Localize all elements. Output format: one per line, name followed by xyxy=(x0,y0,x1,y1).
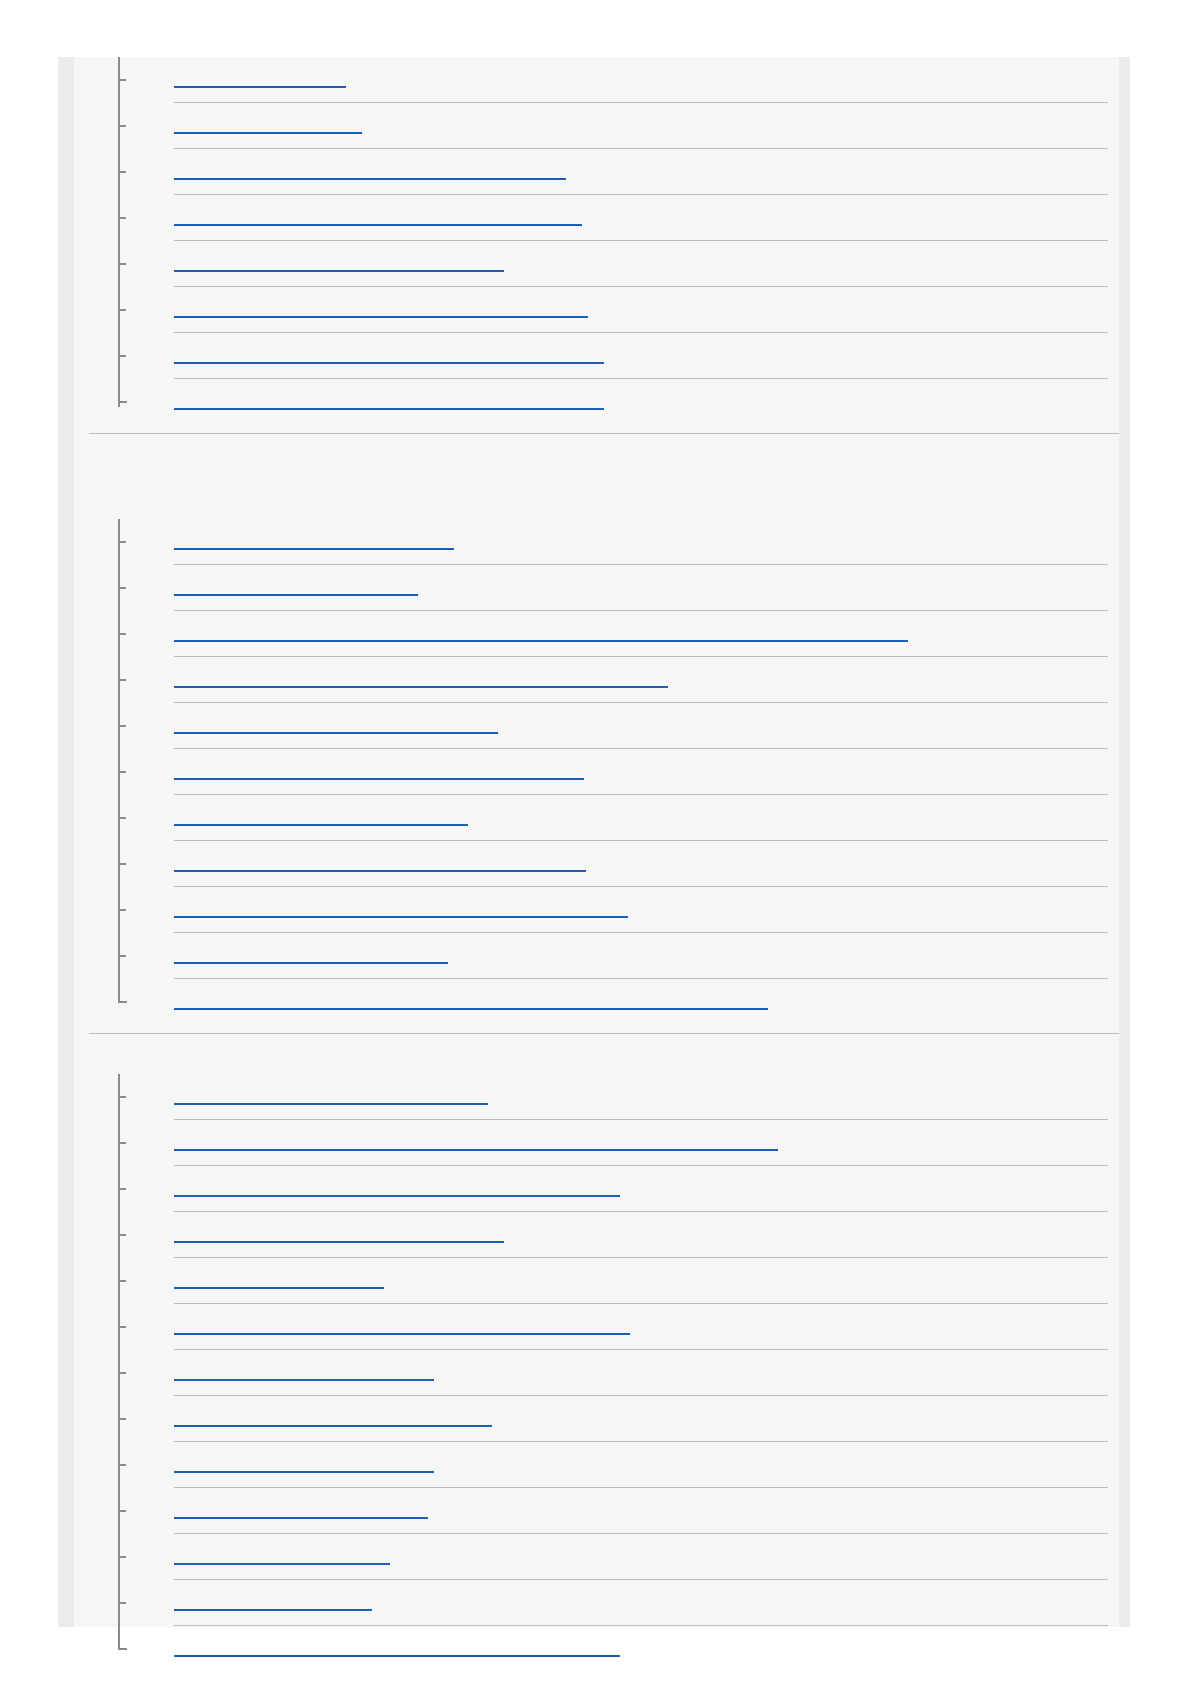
tree-branch-tick xyxy=(118,125,126,127)
toc-list-item xyxy=(118,1074,1118,1120)
toc-link[interactable] xyxy=(174,1317,630,1335)
toc-link[interactable] xyxy=(174,624,908,642)
toc-link[interactable] xyxy=(174,808,468,826)
tree-branch-tick xyxy=(118,309,126,311)
tree-branch-tick xyxy=(118,955,126,957)
toc-list-item xyxy=(118,565,1118,611)
toc-list-item xyxy=(118,1166,1118,1212)
toc-list-item xyxy=(118,57,1118,103)
toc-list-item xyxy=(118,1626,1118,1672)
section-divider xyxy=(89,1033,1119,1034)
toc-link[interactable] xyxy=(174,346,604,364)
toc-link[interactable] xyxy=(174,1593,372,1611)
tree-branch-tick xyxy=(118,1142,126,1144)
toc-link[interactable] xyxy=(174,1455,434,1473)
toc-list-item xyxy=(118,841,1118,887)
tree-branch-tick xyxy=(118,1510,126,1512)
toc-link[interactable] xyxy=(174,116,362,134)
toc-list-item xyxy=(118,1442,1118,1488)
toc-list-item xyxy=(118,1534,1118,1580)
toc-link[interactable] xyxy=(174,1639,620,1657)
tree-branch-tick xyxy=(118,679,126,681)
toc-link[interactable] xyxy=(174,1501,428,1519)
toc-link[interactable] xyxy=(174,208,582,226)
toc-link[interactable] xyxy=(174,300,588,318)
toc-list-item xyxy=(118,241,1118,287)
toc-list-item xyxy=(118,1350,1118,1396)
tree-branch-tick xyxy=(118,1372,126,1374)
tree-branch-tick xyxy=(118,1464,126,1466)
tree-connector-foot xyxy=(118,1001,127,1003)
toc-list-item xyxy=(118,1580,1118,1626)
toc-list-item xyxy=(118,1120,1118,1166)
tree-branch-tick xyxy=(118,633,126,635)
tree-branch-tick xyxy=(118,1418,126,1420)
toc-list-item xyxy=(118,519,1118,565)
toc-link[interactable] xyxy=(174,1133,778,1151)
toc-link[interactable] xyxy=(174,392,604,410)
toc-link[interactable] xyxy=(174,992,768,1010)
tree-branch-tick xyxy=(118,863,126,865)
tree-connector-foot xyxy=(118,401,127,403)
toc-link[interactable] xyxy=(174,762,584,780)
toc-list-item xyxy=(118,611,1118,657)
toc-link[interactable] xyxy=(174,1363,434,1381)
toc-link[interactable] xyxy=(174,716,498,734)
tree-branch-tick xyxy=(118,355,126,357)
toc-link[interactable] xyxy=(174,900,628,918)
toc-list-item xyxy=(118,287,1118,333)
tree-branch-tick xyxy=(118,1096,126,1098)
tree-branch-tick xyxy=(118,587,126,589)
toc-link[interactable] xyxy=(174,532,454,550)
toc-link[interactable] xyxy=(174,1271,384,1289)
tree-branch-tick xyxy=(118,171,126,173)
toc-list-item xyxy=(118,333,1118,379)
tree-branch-tick xyxy=(118,909,126,911)
toc-list-item xyxy=(118,933,1118,979)
toc-list-item xyxy=(118,657,1118,703)
tree-branch-tick xyxy=(118,1556,126,1558)
tree-branch-tick xyxy=(118,725,126,727)
toc-link[interactable] xyxy=(174,162,566,180)
toc-link[interactable] xyxy=(174,1409,492,1427)
toc-list-item xyxy=(118,1488,1118,1534)
toc-list-item xyxy=(118,749,1118,795)
tree-branch-tick xyxy=(118,817,126,819)
tree-branch-tick xyxy=(118,1280,126,1282)
toc-list-item xyxy=(118,887,1118,933)
toc-link[interactable] xyxy=(174,578,418,596)
tree-connector-foot xyxy=(118,1648,127,1650)
toc-link[interactable] xyxy=(174,70,346,88)
tree-branch-tick xyxy=(118,771,126,773)
toc-link[interactable] xyxy=(174,946,448,964)
tree-branch-tick xyxy=(118,79,126,81)
tree-branch-tick xyxy=(118,263,126,265)
toc-list-item xyxy=(118,979,1118,1025)
tree-branch-tick xyxy=(118,1326,126,1328)
toc-link[interactable] xyxy=(174,254,504,272)
toc-list-item xyxy=(118,795,1118,841)
toc-list-item xyxy=(118,195,1118,241)
section-divider xyxy=(89,433,1119,434)
toc-link[interactable] xyxy=(174,1087,488,1105)
tree-branch-tick xyxy=(118,1234,126,1236)
toc-link[interactable] xyxy=(174,1547,390,1565)
toc-list-item xyxy=(118,149,1118,195)
toc-link[interactable] xyxy=(174,854,586,872)
toc-link[interactable] xyxy=(174,670,668,688)
tree-branch-tick xyxy=(118,1602,126,1604)
toc-link[interactable] xyxy=(174,1225,504,1243)
toc-list-item xyxy=(118,379,1118,425)
toc-list-item xyxy=(118,1258,1118,1304)
toc-list-item xyxy=(118,703,1118,749)
tree-branch-tick xyxy=(118,1188,126,1190)
toc-list-item xyxy=(118,1396,1118,1442)
toc-link[interactable] xyxy=(174,1179,620,1197)
tree-branch-tick xyxy=(118,541,126,543)
tree-branch-tick xyxy=(118,217,126,219)
toc-panel xyxy=(74,57,1119,1627)
toc-list-item xyxy=(118,103,1118,149)
toc-list-item xyxy=(118,1304,1118,1350)
toc-list-item xyxy=(118,1212,1118,1258)
